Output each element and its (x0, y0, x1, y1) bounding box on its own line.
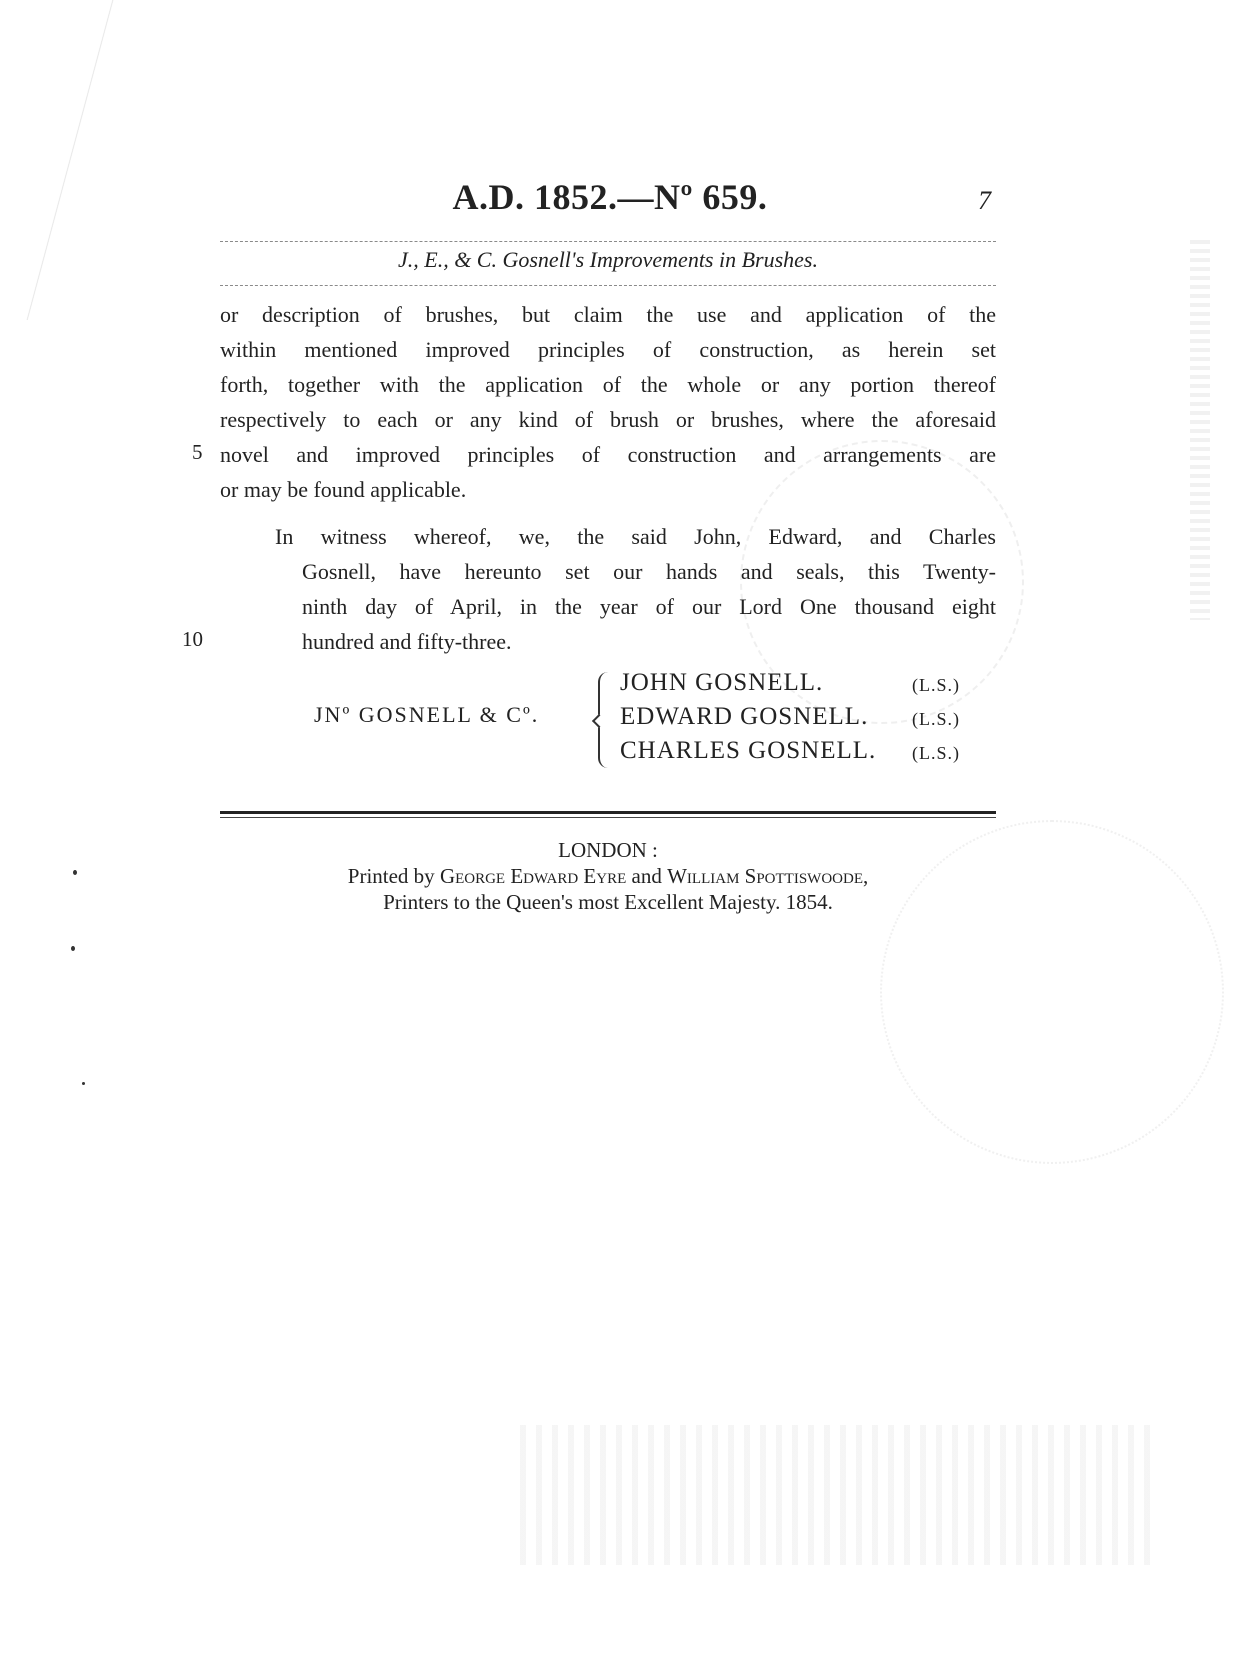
imprint-prefix: Printed by (347, 864, 435, 888)
ink-speck (71, 946, 75, 951)
ink-speck (73, 870, 77, 875)
body-line: within mentioned improved principles of construction, as herein set (220, 337, 996, 362)
body-line: or may be found applicable. (220, 477, 467, 502)
header-rule-top (220, 241, 996, 242)
imprint-place: LONDON : (558, 838, 658, 862)
witness-line: In witness whereof, we, the said John, Edward, and Charles (275, 524, 996, 549)
witness-line: hundred and fifty-three. (302, 629, 512, 654)
printer-spottiswoode: William Spottiswoode, (667, 864, 869, 888)
patent-heading: A.D. 1852.—Nº 659. (452, 177, 768, 217)
bleed-through-pattern (520, 1425, 1160, 1565)
imprint-printers (220, 864, 996, 889)
end-rule-thin (220, 817, 996, 818)
seal-mark: (L.S.) (912, 743, 960, 763)
end-rule-thick (220, 811, 996, 814)
signatory-charles: CHARLES GOSNELL. (620, 737, 877, 764)
printer-eyre: George Edward Eyre (439, 864, 627, 888)
imprint-majesty: Printers to the Queen's most Excellent Majesty. 1854. (383, 890, 833, 914)
line-number-5: 5 (192, 440, 203, 464)
line-number-10: 10 (182, 627, 203, 651)
firm-signature: JNº GOSNELL & Cº. (314, 702, 540, 727)
body-line: novel and improved principles of construction and arrangements are (220, 442, 996, 467)
witness-line: Gosnell, have hereunto set our hands and seals, this Twenty- (302, 559, 996, 584)
signatory-edward: EDWARD GOSNELL. (620, 703, 869, 730)
page-number: 7 (978, 186, 991, 215)
bleed-through-margin-text (1190, 240, 1210, 620)
seal-mark: (L.S.) (912, 675, 960, 695)
body-line: or description of brushes, but claim the use and application of the (220, 302, 996, 327)
header-rule-bottom (220, 285, 996, 286)
body-line: forth, together with the application of the whole or any portion thereof (220, 372, 996, 397)
signatory-john: JOHN GOSNELL. (620, 669, 824, 696)
seal-mark: (L.S.) (912, 709, 960, 729)
body-line: respectively to each or any kind of brush or brushes, where the aforesaid (220, 407, 996, 432)
paper-edge-shadow (0, 0, 140, 320)
imprint-conjunction: and (631, 864, 662, 888)
witness-line: ninth day of April, in the year of our Lord One thousand eight (302, 594, 996, 619)
running-title: J., E., & C. Gosnell's Improvements in Brushes. (397, 247, 818, 272)
ink-speck (82, 1082, 85, 1085)
